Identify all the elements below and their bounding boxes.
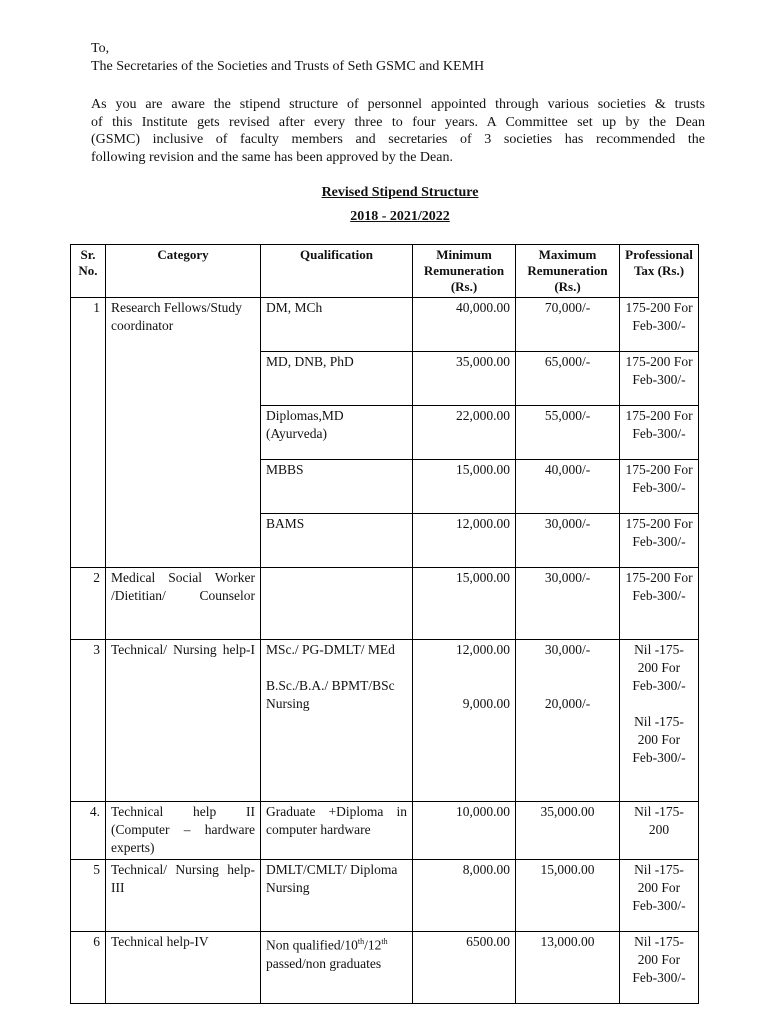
max-b: 20,000/- (544, 696, 591, 711)
cell-category: Research Fellows/Study coordinator (106, 298, 261, 568)
qual-sup: th (357, 937, 365, 946)
recipient-line: The Secretaries of the Societies and Trusts of Seth GSMC and KEMH (91, 59, 485, 74)
cell-tax: 175-200 For Feb-300/- (620, 514, 699, 568)
cell-category: Technical/ Nursing help-I (106, 640, 261, 802)
intro-paragraph (91, 96, 705, 166)
tax-b: Nil -175-200 For Feb-300/- (632, 714, 686, 765)
salutation: To, (91, 41, 110, 56)
cell-category: Technical help II (Computer – hardware experts) (106, 802, 261, 860)
cell-min: 35,000.00 (413, 352, 516, 406)
cell-category: Technical/ Nursing help-III (106, 860, 261, 932)
header-tax: Professional Tax (Rs.) (620, 245, 699, 298)
cell-min (413, 640, 516, 802)
qualification-a: MSc./ PG-DMLT/ MEd (266, 642, 395, 657)
cell-min: 6500.00 (413, 932, 516, 1004)
cell-sr: 3 (71, 640, 106, 802)
table-heading: Revised Stipend Structure (321, 185, 479, 200)
cell-qualification (261, 932, 413, 1004)
cell-min: 15,000.00 (413, 460, 516, 514)
header-min: Minimum Remuneration (Rs.) (413, 245, 516, 298)
paragraph-line: following revision and the same has been approved by the Dean. (91, 149, 453, 165)
cell-max: 15,000.00 (516, 860, 620, 932)
cell-tax: Nil -175-200 For Feb-300/- (620, 860, 699, 932)
paragraph-line: As you are aware the stipend structure of personnel appointed through various societies & trusts (91, 97, 705, 112)
min-b: 9,000.00 (462, 696, 510, 711)
cell-qualification: Diplomas,MD (Ayurveda) (261, 406, 413, 460)
cell-max (516, 640, 620, 802)
cell-tax: Nil -175-200 For Feb-300/- (620, 932, 699, 1004)
cell-tax: 175-200 For Feb-300/- (620, 352, 699, 406)
cell-sr: 6 (71, 932, 106, 1004)
cell-category: Technical help-IV (106, 932, 261, 1004)
cell-sr: 4. (71, 802, 106, 860)
max-a: 30,000/- (544, 642, 591, 657)
cell-qualification: Graduate +Diploma in computer hardware (261, 802, 413, 860)
period-heading: 2018 - 2021/2022 (350, 209, 450, 224)
table-row (71, 298, 699, 352)
header-row (71, 245, 699, 298)
header-category: Category (106, 245, 261, 298)
stipend-table (70, 244, 699, 1004)
cell-qualification: DMLT/CMLT/ Diploma Nursing (261, 860, 413, 932)
cell-tax: 175-200 For Feb-300/- (620, 406, 699, 460)
cell-max: 35,000.00 (516, 802, 620, 860)
cell-max: 65,000/- (516, 352, 620, 406)
cell-tax (620, 640, 699, 802)
cell-category: Medical Social Worker /Dietitian/ Counselor (106, 568, 261, 640)
cell-qualification (261, 640, 413, 802)
header-max: Maximum Remuneration (Rs.) (516, 245, 620, 298)
cell-sr: 1 (71, 298, 106, 568)
cell-qualification (261, 568, 413, 640)
cell-qualification: DM, MCh (261, 298, 413, 352)
qualification-b: B.Sc./B.A./ BPMT/BSc Nursing (266, 678, 395, 711)
table-row (71, 932, 699, 1004)
cell-min: 8,000.00 (413, 860, 516, 932)
cell-sr: 5 (71, 860, 106, 932)
cell-max: 30,000/- (516, 568, 620, 640)
table-row (71, 860, 699, 932)
qual-sup: th (381, 937, 388, 946)
cell-qualification: MBBS (261, 460, 413, 514)
paragraph-line: (GSMC) inclusive of faculty members and secretaries of 3 societies has recommended the (91, 132, 705, 147)
cell-min: 12,000.00 (413, 514, 516, 568)
table-row (71, 640, 699, 802)
qual-text: Non qualified/10 (266, 937, 358, 953)
tax-a: Nil -175-200 For Feb-300/- (632, 642, 686, 693)
cell-max: 30,000/- (516, 514, 620, 568)
table-row (71, 802, 699, 860)
cell-tax: Nil -175-200 (620, 802, 699, 860)
cell-tax: 175-200 For Feb-300/- (620, 460, 699, 514)
cell-tax: 175-200 For Feb-300/- (620, 568, 699, 640)
cell-max: 70,000/- (516, 298, 620, 352)
cell-min: 40,000.00 (413, 298, 516, 352)
cell-min: 22,000.00 (413, 406, 516, 460)
paragraph-line: of this Institute gets revised after every three to four years. A Committee set up by the Dean (91, 114, 705, 130)
qual-text: passed/non graduates (266, 955, 382, 971)
cell-max: 40,000/- (516, 460, 620, 514)
cell-min: 15,000.00 (413, 568, 516, 640)
cell-sr: 2 (71, 568, 106, 640)
cell-max: 13,000.00 (516, 932, 620, 1004)
table-row (71, 568, 699, 640)
cell-qualification: BAMS (261, 514, 413, 568)
header-qualification: Qualification (261, 245, 413, 298)
cell-qualification: MD, DNB, PhD (261, 352, 413, 406)
header-sr: Sr. No. (71, 245, 106, 298)
qual-text: /12 (364, 937, 382, 953)
min-a: 12,000.00 (456, 642, 510, 657)
cell-tax: 175-200 For Feb-300/- (620, 298, 699, 352)
cell-max: 55,000/- (516, 406, 620, 460)
cell-min: 10,000.00 (413, 802, 516, 860)
